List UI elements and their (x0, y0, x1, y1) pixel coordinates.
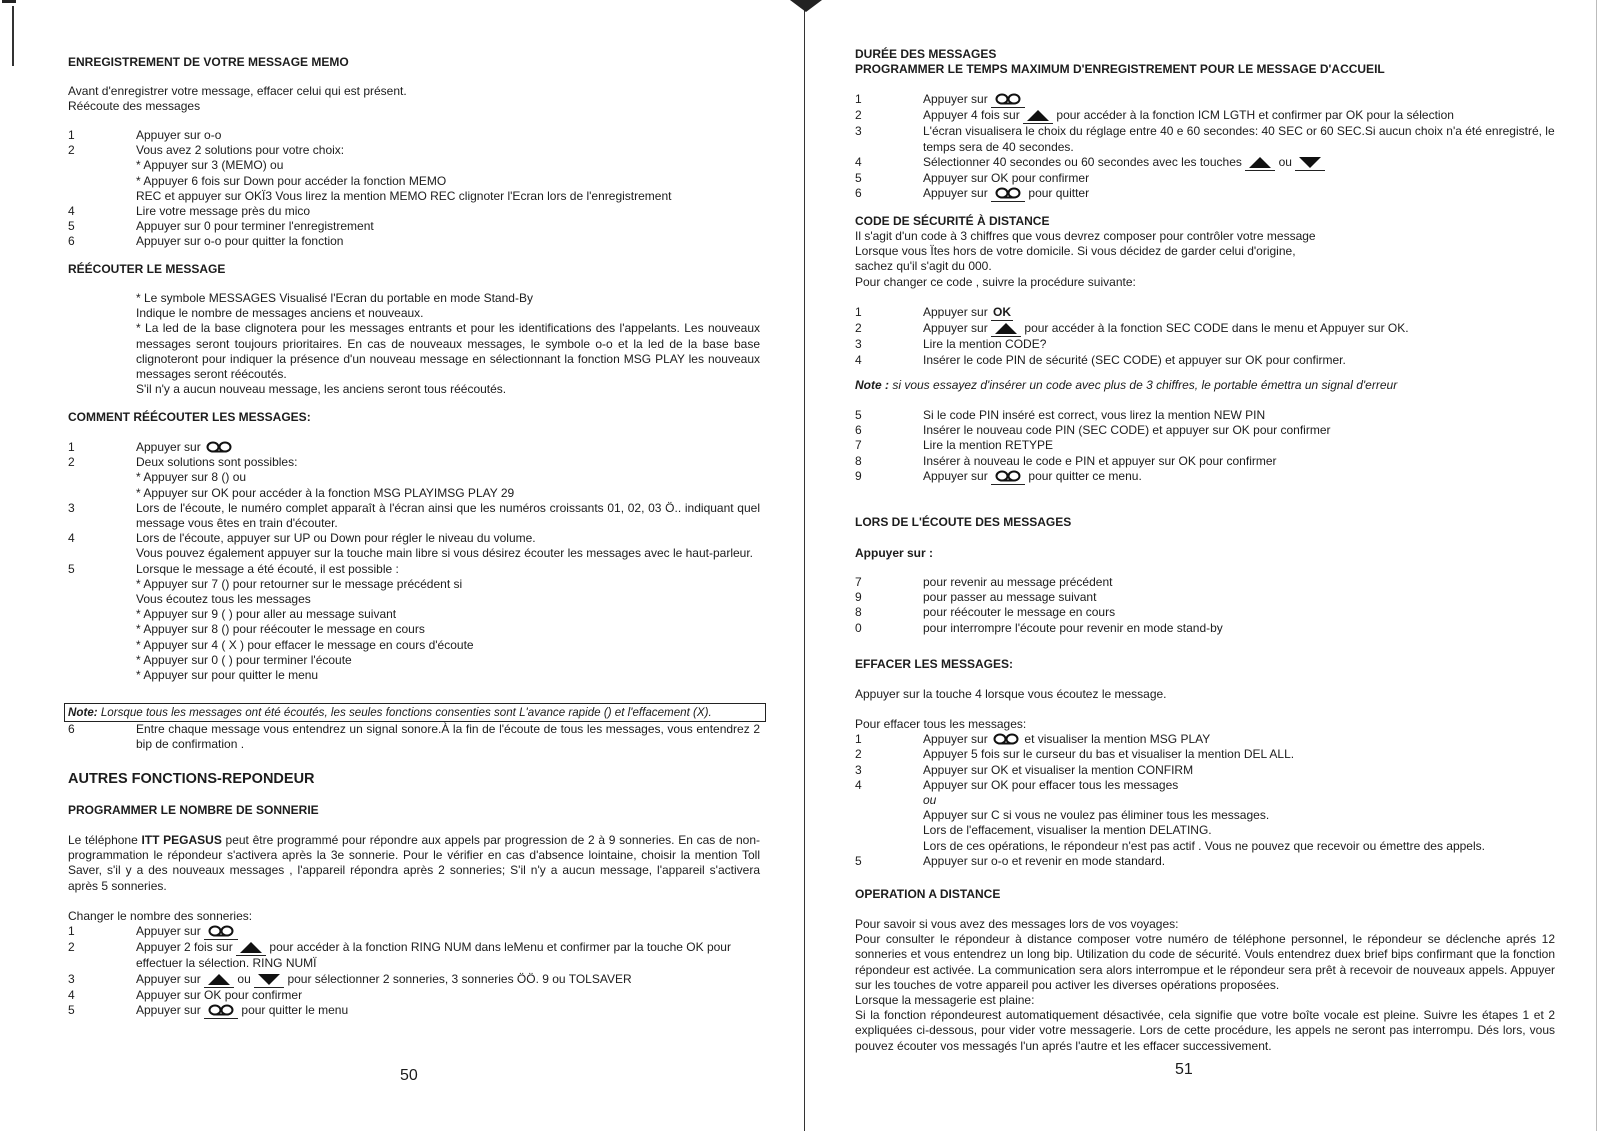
list-item: 4 Appuyer sur OK pour confirmer (68, 987, 303, 1002)
binding-mark (2, 0, 16, 3)
item-text: pour passer au message suivant (923, 590, 1097, 605)
list-item (855, 438, 1555, 453)
list-item: 5 Appuyer sur o-o et revenir en mode standard. (855, 853, 1166, 868)
changer-label: Changer le nombre des sonneries: (68, 909, 253, 923)
brand-name: ITT PEGASUS (141, 833, 222, 847)
list-item (855, 423, 1555, 438)
item-text: pour réécouter le message en cours (923, 605, 1116, 620)
list-item (68, 128, 760, 143)
item-number: 1 (68, 440, 75, 454)
paragraph-line: * Le symbole MESSAGES Visualisé l'Ecran du portable en mode Stand-By (136, 291, 533, 305)
item-number: 2 (68, 455, 75, 470)
lors-steps (855, 575, 1555, 636)
item-text: Vous avez 2 solutions pour votre choix: (136, 143, 345, 158)
list-item: 1 Appuyer sur OK (855, 305, 1555, 321)
item-text: pour revenir au message précédent (923, 575, 1113, 589)
list-item (68, 531, 760, 546)
item-number: 6 (68, 234, 75, 249)
spine-marker (790, 0, 822, 12)
item-text: * Appuyer sur 8 () pour réécouter le message en cours (136, 622, 425, 637)
paragraph-line: Il s'agit d'un code à 3 chiffres que vous devrez composer pour contrôler votre message (855, 229, 1316, 243)
item-text: Appuyer sur 0 pour terminer l'enregistrement (136, 219, 374, 234)
page-number: 50 (400, 1067, 418, 1084)
item-number (68, 622, 136, 637)
list-item: 1 Appuyer sur et visualiser la mention MSG PLAY (855, 732, 1211, 747)
list-item (855, 575, 1555, 590)
paragraph-line: Pour savoir si vous avez des messages lors de vos voyages: (855, 917, 1179, 931)
list-item: 2 Appuyer sur pour accéder à la fonction SEC CODE dans le menu et Appuyer sur OK. (855, 321, 1555, 337)
effacer-steps (855, 747, 1555, 793)
item-text: Insérer à nouveau le code e PIN et appuyer sur OK pour confirmer (923, 453, 1277, 468)
paragraph-line: Lorsque la messagerie est plaine: (855, 993, 1035, 1008)
code-steps (855, 305, 1555, 368)
item-text: Appuyer sur OK pour effacer tous les messages (923, 777, 1179, 792)
item-number: 4 (68, 531, 75, 546)
item-text: pour interrompre l'écoute pour revenir en mode stand-by (923, 620, 1223, 635)
paragraph-line: S'il n'y a aucun nouveau message, les anciens seront tous réécoutés. (136, 382, 507, 397)
item-text: Si le code PIN inséré est correct, vous lirez la mention NEW PIN (923, 408, 1266, 422)
item-text: Appuyer sur (136, 440, 760, 455)
list-item (68, 668, 760, 683)
list-item (68, 234, 760, 249)
cassette-icon (208, 925, 234, 937)
item-text: Appuyer sur o-o pour quitter la fonction (136, 234, 344, 249)
item-number: 8 (855, 453, 862, 468)
binding-edge (12, 6, 14, 66)
paragraph-line: Lors de ces opérations, le répondeur n'est pas actif . Vous ne pouvez que recevoir ou émettre des appels. (923, 838, 1485, 853)
list-item: 2 Appuyer 4 fois sur pour accéder à la fonction ICM LGTH et confirmer par OK pour la sélection (855, 108, 1555, 124)
item-text: Vous pouvez également appuyer sur la touche main libre si vous désirez écouter les messages avec le haut-parleur. (136, 546, 754, 561)
operation-paragraph (855, 917, 1555, 1054)
cassette-icon (995, 470, 1021, 482)
heading-autres: AUTRES FONCTIONS-REPONDEUR (68, 771, 315, 787)
list-item: 1 Appuyer sur (68, 924, 760, 940)
code-paragraph (855, 229, 1555, 290)
item-number: 5 (855, 408, 862, 422)
list-item (855, 590, 1555, 605)
item-text: Lire votre message près du mico (136, 204, 311, 219)
item-text: * Appuyer sur OK pour accéder à la fonction MSG PLAYIMSG PLAY 29 (136, 485, 515, 500)
paragraph-line: Appuyer sur C si vous ne voulez pas éliminer tous les messages. (923, 808, 1270, 823)
item-text: Appuyer 5 fois sur le curseur du bas et visualiser la mention DEL ALL. (923, 747, 1295, 762)
item-number: 5 (68, 219, 75, 234)
paragraph-line: Pour consulter le répondeur à distance composer votre numéro de téléphone personnel, le répondeur se déclenche aprés 12 sonneries et vous entendrez un long bip. Utilization du code de sécurité. Vouls entendrez duex brief bips confirmant que la fonction répondeur est activée. La communication sera alors interrompue et le répondeur sera prêt à recevoir de nouveaux appels. Appuyer sur les touches de votre appareil pou activer les diverses opérations proposées. (855, 932, 1555, 992)
heading-prog-temps: PROGRAMMER LE TEMPS MAXIMUM D'ENREGISTREMENT POUR LE MESSAGE D'ACCUEIL (855, 62, 1385, 77)
item-text: Vous écoutez tous les messages (136, 592, 311, 607)
list-item: 6 Appuyer sur pour quitter (855, 186, 1555, 202)
item-number: 1 (68, 128, 75, 142)
heading-effacer: EFFACER LES MESSAGES: (855, 657, 1014, 671)
item-number: 3 (68, 500, 75, 515)
item-text: Lorsque le message a été écouté, il est possible : (136, 561, 399, 576)
list-item (68, 638, 760, 653)
memo-subtitle: Réécoute des messages (68, 99, 201, 114)
list-item (68, 470, 760, 485)
cassette-icon (993, 733, 1019, 745)
list-item (855, 763, 1555, 778)
item-number: 4 (855, 777, 862, 792)
item-text: * Appuyer sur 8 () ou (136, 470, 247, 485)
list-item (68, 577, 760, 592)
item-number: 2 (68, 143, 75, 158)
item-text: * Appuyer sur 9 ( ) pour aller au message suivant (136, 607, 397, 622)
cassette-icon (208, 1004, 234, 1016)
list-item (68, 592, 760, 607)
list-item (68, 546, 760, 561)
item-number (68, 546, 136, 561)
comment-steps (68, 440, 760, 683)
item-text: * Appuyer sur 4 ( X ) pour effacer le message en cours d'écoute (136, 637, 474, 652)
list-item (68, 158, 760, 173)
up-arrow-icon (995, 323, 1017, 334)
item-number (68, 592, 136, 607)
list-item (68, 607, 760, 622)
paragraph-line: Indique le nombre de messages anciens et nouveaux. (136, 306, 424, 321)
list-item (68, 486, 760, 501)
item-number (68, 158, 136, 173)
list-item (68, 189, 760, 204)
item-number: 2 (855, 747, 862, 762)
list-item (68, 562, 760, 577)
list-item (68, 440, 760, 455)
list-item: 3 Appuyer sur ou pour sélectionner 2 sonneries, 3 sonneries ÖÖ. 9 ou TOLSAVER (68, 972, 760, 988)
page-number: 51 (1175, 1061, 1193, 1078)
item-text: * Appuyer 6 fois sur Down pour accéder la fonction MEMO (136, 173, 447, 188)
item-number (68, 189, 136, 204)
heading-duree: DURÉE DES MESSAGES (855, 47, 997, 61)
list-item (855, 621, 1555, 636)
list-item (855, 747, 1555, 762)
appuyer-sur-label: Appuyer sur : (855, 546, 934, 560)
note-box (64, 703, 766, 722)
list-item (68, 219, 760, 234)
duree-steps (855, 92, 1555, 202)
item-number: 7 (855, 575, 862, 589)
item-number: 5 (68, 561, 75, 576)
list-item (855, 778, 1555, 793)
item-text: Appuyer sur o-o (136, 128, 222, 142)
paragraph-line: * La led de la base clignotera pour les messages entrants et pour les identifications des l'appelants. Les nouveaux messages seront toujours prioritaires. En cas de nouveaux messages, le symbole o-o et la led de la base base clignoteront pour indiquer la présence d'un nouveau message en sélectionnant la fonction MSG PLAY les nouveaux messages seront réécoutés. (136, 321, 760, 382)
pin-steps (855, 408, 1555, 469)
item-number (68, 486, 136, 501)
page-edge (1596, 0, 1597, 1131)
item-text: REC et appuyer sur OKЇ3 Vous lirez la mention MEMO REC clignoter l'Ecran lors de l'enregistrement (136, 188, 672, 203)
item-number: 0 (855, 620, 862, 635)
list-item (855, 605, 1555, 620)
item-text: Lors de l'écoute, appuyer sur UP ou Down pour régler le niveau du volume. (136, 531, 536, 546)
list-item: 5 Appuyer sur pour quitter le menu (68, 1003, 760, 1019)
item-number: 3 (855, 762, 862, 777)
heading-lors: LORS DE L'ÉCOUTE DES MESSAGES (855, 515, 1072, 529)
item-number (68, 470, 136, 485)
item-number: 4 (68, 204, 75, 219)
item-number: 7 (855, 438, 862, 453)
list-item: 5 Appuyer sur OK pour confirmer (855, 171, 1090, 186)
list-item (68, 653, 760, 668)
paragraph-line: Lorsque vous Ïtes hors de votre domicile. Si vous décidez de garder celui d'origine, (855, 244, 1296, 259)
heading-memo: ENREGISTREMENT DE VOTRE MESSAGE MEMO (68, 55, 349, 69)
list-item (68, 455, 760, 470)
down-arrow-icon (1299, 157, 1321, 168)
list-item: 4 Sélectionner 40 secondes ou 60 secondes avec les touches ou (855, 155, 1555, 171)
heading-comment: COMMENT RÉÉCOUTER LES MESSAGES: (68, 410, 311, 424)
paragraph-line: Pour changer ce code , suivre la procédure suivante: (855, 274, 1136, 289)
note-2: Note : si vous essayez d'insérer un code avec plus de 3 chiffres, le portable émettra un signal d'erreur (855, 378, 1398, 392)
programmer-paragraph: Le téléphone ITT PEGASUS peut être programmé pour répondre aux appels par progression de 2 à 9 sonneries. En cas de non-programmation le répondeur s'activera après la 3e sonnerie. Pour le vérifier en cas d'absence lointaine, choisir la mention Toll Saver, s'il y a des nouveaux messages , l'appareil répondra après 2 sonneries; S'il n'y a aucun message, l'appareil s'activera après 5 sonneries. (68, 833, 761, 893)
item-text: * Appuyer sur 7 () pour retourner sur le message précédent si (136, 576, 463, 591)
up-arrow-icon (240, 942, 262, 953)
item-number (68, 668, 136, 683)
item-number (68, 653, 136, 668)
item-number: 9 (855, 590, 862, 605)
list-item (855, 408, 1555, 423)
item-text: Lors de l'écoute, le numéro complet apparaît à l'écran ainsi que les numéros croissants 01, 02, 03 Ö.. indiquant quel message vous êtes en train d'écouter. (136, 500, 760, 531)
page-spine (804, 0, 805, 1131)
list-item: 3 Lire la mention CODE? (855, 337, 1047, 352)
list-item (68, 143, 760, 158)
sonnerie-steps (68, 924, 760, 1019)
item-text: * Appuyer sur 0 ( ) pour terminer l'écoute (136, 652, 352, 667)
memo-intro: Avant d'enregistrer votre message, effacer celui qui est présent. (68, 84, 407, 98)
list-item (68, 204, 760, 219)
list-item (68, 622, 760, 637)
paragraph-line: Lors de l'effacement, visualiser la mention DELATING. (923, 823, 1212, 838)
list-item: 1 Appuyer sur (855, 92, 1555, 108)
heading-operation: OPERATION A DISTANCE (855, 887, 1001, 901)
cassette-icon (995, 93, 1021, 105)
memo-steps (68, 128, 760, 250)
cassette-icon (206, 441, 232, 453)
list-item: 4 Insérer le code PIN de sécurité (SEC CODE) et appuyer sur OK pour confirmer. (855, 352, 1346, 367)
item-number (68, 607, 136, 622)
down-arrow-icon (258, 974, 280, 985)
item-text: Lire la mention RETYPE (923, 438, 1054, 453)
paragraph-line: Si la fonction répondeurest automatiquement désactivée, cela signifie que votre boîte vocale est pleine. Suivre les étapes 1 et 2 expliquées ci-dessous, pour vider votre messagerie. Lors de cette procédure, les appels ne seront pas interrompu. Dés lors, vous pouvez écouter vos messagés l'un aprés l'autre et les effacer successivement. (855, 1008, 1555, 1053)
item-number (68, 638, 136, 653)
note-text: Lorsque tous les messages ont été écoutés, les seules fonctions consenties sont L'avance rapide () et l'effacement (X). (97, 706, 712, 719)
item-text: Appuyer sur OK et visualiser la mention CONFIRM (923, 762, 1194, 777)
up-arrow-icon (208, 974, 230, 985)
up-arrow-icon (1249, 157, 1271, 168)
heading-programmer: PROGRAMMER LE NOMBRE DE SONNERIE (68, 803, 319, 817)
up-arrow-icon (1027, 110, 1049, 121)
note-label: Note: (68, 706, 98, 719)
list-item: 3 L'écran visualisera le choix du réglage entre 40 e 60 secondes: 40 SEC or 60 SEC.Si aucun choix n'a été enregistré, le temps sera de 40 secondes. (855, 124, 1555, 154)
item-text: * Appuyer sur 3 (MEMO) ou (136, 158, 284, 173)
heading-code: CODE DE SÉCURITÉ À DISTANCE (855, 214, 1050, 228)
item-text: Deux solutions sont possibles: (136, 455, 298, 470)
list-item (68, 174, 760, 189)
list-item (68, 501, 760, 531)
item-text: Insérer le nouveau code PIN (SEC CODE) et appuyer sur OK pour confirmer (923, 423, 1331, 438)
paragraph-line: sachez qu'il s'agit du 000. (855, 259, 992, 274)
item-number: 8 (855, 605, 862, 620)
list-item (855, 454, 1555, 469)
item-number (68, 577, 136, 592)
list-item: 6 Entre chaque message vous entendrez un signal sonore.À la fin de l'écoute de tous les messages, vous entendrez 2 bip de confirmation . (68, 722, 760, 752)
cassette-icon (995, 187, 1021, 199)
reecouter-text (68, 291, 760, 397)
heading-reecouter: RÉÉCOUTER LE MESSAGE (68, 262, 226, 276)
list-item: 9 Appuyer sur pour quitter ce menu. (855, 469, 1555, 485)
item-number (68, 174, 136, 189)
item-text: * Appuyer sur pour quitter le menu (136, 668, 319, 683)
list-item: 2 Appuyer 2 fois sur pour accéder à la fonction RING NUM dans leMenu et confirmer par la touche OK pour effectuer la sélection. RING NUMЇ (68, 940, 731, 971)
item-number: 6 (855, 423, 862, 438)
